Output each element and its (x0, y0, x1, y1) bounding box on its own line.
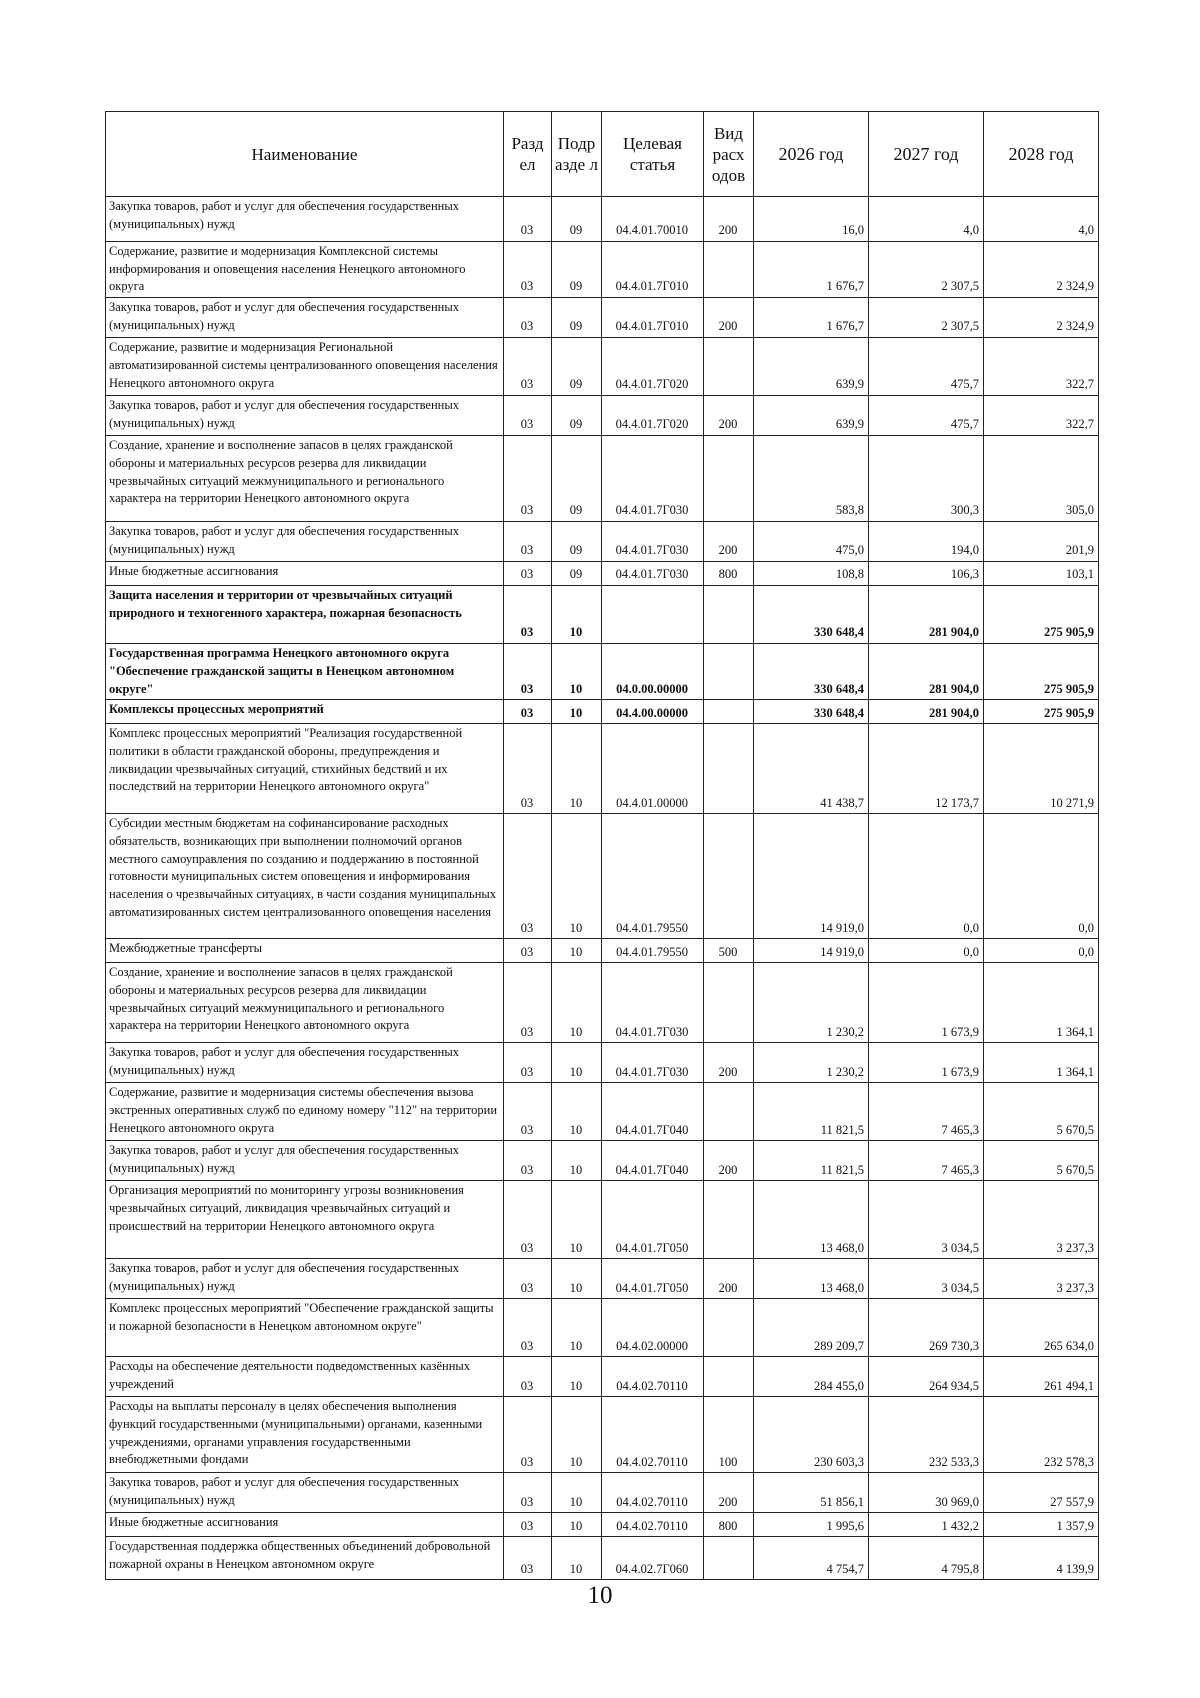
row-section: 03 (504, 1083, 552, 1141)
row-subsection: 09 (552, 338, 602, 396)
row-name: Создание, хранение и восполнение запасов в целях гражданской обороны и материальных ресурсов резерва для ликвидации чрезвычайных ситуаций межмуниципального и регионального характера на территории Ненецкого автономного округа (106, 436, 504, 522)
row-amount-2027: 0,0 (869, 814, 984, 939)
row-amount-2028: 10 271,9 (984, 724, 1099, 814)
row-expense-type: 200 (704, 1141, 754, 1181)
row-amount-2026: 13 468,0 (754, 1259, 869, 1299)
row-target-article: 04.4.01.7Г040 (602, 1083, 704, 1141)
row-amount-2026: 1 995,6 (754, 1513, 869, 1537)
row-name: Закупка товаров, работ и услуг для обеспечения государственных (муниципальных) нужд (106, 1259, 504, 1299)
row-section: 03 (504, 1299, 552, 1357)
row-section: 03 (504, 1043, 552, 1083)
row-name: Закупка товаров, работ и услуг для обеспечения государственных (муниципальных) нужд (106, 1141, 504, 1181)
row-amount-2026: 4 754,7 (754, 1537, 869, 1580)
row-amount-2026: 639,9 (754, 338, 869, 396)
row-section: 03 (504, 1357, 552, 1397)
row-target-article: 04.4.01.7Г020 (602, 338, 704, 396)
row-expense-type (704, 644, 754, 700)
row-amount-2026: 583,8 (754, 436, 869, 522)
row-amount-2028: 1 357,9 (984, 1513, 1099, 1537)
row-expense-type: 500 (704, 939, 754, 963)
table-row (106, 562, 1099, 586)
row-target-article: 04.4.01.7Г020 (602, 396, 704, 436)
row-target-article: 04.4.01.79550 (602, 939, 704, 963)
table-row (106, 1083, 1099, 1141)
row-subsection: 09 (552, 242, 602, 298)
row-amount-2028: 1 364,1 (984, 963, 1099, 1043)
row-subsection: 09 (552, 522, 602, 562)
table-row (106, 436, 1099, 522)
row-section: 03 (504, 644, 552, 700)
row-amount-2027: 106,3 (869, 562, 984, 586)
row-name: Закупка товаров, работ и услуг для обеспечения государственных (муниципальных) нужд (106, 1043, 504, 1083)
row-expense-type: 800 (704, 1513, 754, 1537)
row-section: 03 (504, 939, 552, 963)
header-expense-type: Вид расх одов (704, 112, 754, 197)
row-expense-type (704, 586, 754, 644)
row-amount-2028: 1 364,1 (984, 1043, 1099, 1083)
row-target-article: 04.4.02.70110 (602, 1513, 704, 1537)
row-amount-2026: 230 603,3 (754, 1397, 869, 1473)
row-amount-2028: 0,0 (984, 814, 1099, 939)
row-amount-2026: 13 468,0 (754, 1181, 869, 1259)
row-amount-2028: 27 557,9 (984, 1473, 1099, 1513)
row-target-article: 04.4.01.7Г030 (602, 522, 704, 562)
row-amount-2027: 0,0 (869, 939, 984, 963)
row-subsection: 09 (552, 436, 602, 522)
table-row (106, 1043, 1099, 1083)
row-section: 03 (504, 724, 552, 814)
row-expense-type (704, 700, 754, 724)
table-row (106, 1181, 1099, 1259)
row-amount-2026: 639,9 (754, 396, 869, 436)
row-section: 03 (504, 298, 552, 338)
row-amount-2028: 3 237,3 (984, 1259, 1099, 1299)
row-name: Расходы на выплаты персоналу в целях обеспечения выполнения функций государственными (муниципальными) органами, казенными учреждениями, органами управления государственными внебюджетными фондами (106, 1397, 504, 1473)
table-row (106, 396, 1099, 436)
row-amount-2026: 289 209,7 (754, 1299, 869, 1357)
header-name: Наименование (106, 112, 504, 197)
row-subsection: 10 (552, 586, 602, 644)
header-target-article: Целевая статья (602, 112, 704, 197)
table-row (106, 1141, 1099, 1181)
row-amount-2026: 1 676,7 (754, 242, 869, 298)
row-section: 03 (504, 522, 552, 562)
row-expense-type (704, 1357, 754, 1397)
row-amount-2027: 2 307,5 (869, 298, 984, 338)
table-row (106, 1537, 1099, 1580)
row-section: 03 (504, 1397, 552, 1473)
row-amount-2027: 300,3 (869, 436, 984, 522)
row-amount-2026: 51 856,1 (754, 1473, 869, 1513)
row-amount-2026: 330 648,4 (754, 700, 869, 724)
row-section: 03 (504, 963, 552, 1043)
row-target-article: 04.4.02.70110 (602, 1357, 704, 1397)
page-number: 10 (587, 1582, 613, 1609)
row-section: 03 (504, 814, 552, 939)
table-row (106, 644, 1099, 700)
row-section: 03 (504, 562, 552, 586)
row-target-article: 04.4.02.70110 (602, 1473, 704, 1513)
row-target-article: 04.4.01.00000 (602, 724, 704, 814)
row-section: 03 (504, 1181, 552, 1259)
row-amount-2028: 201,9 (984, 522, 1099, 562)
row-expense-type: 200 (704, 197, 754, 242)
row-amount-2028: 232 578,3 (984, 1397, 1099, 1473)
row-amount-2027: 281 904,0 (869, 644, 984, 700)
row-amount-2026: 330 648,4 (754, 586, 869, 644)
row-amount-2028: 5 670,5 (984, 1083, 1099, 1141)
table-row (106, 963, 1099, 1043)
row-expense-type (704, 436, 754, 522)
table-row (106, 586, 1099, 644)
row-target-article: 04.4.01.7Г010 (602, 242, 704, 298)
row-section: 03 (504, 242, 552, 298)
row-subsection: 10 (552, 1299, 602, 1357)
header-row (106, 112, 1099, 197)
row-subsection: 10 (552, 1181, 602, 1259)
row-target-article: 04.4.01.7Г050 (602, 1259, 704, 1299)
table-row (106, 197, 1099, 242)
row-section: 03 (504, 1537, 552, 1580)
row-subsection: 09 (552, 396, 602, 436)
row-name: Расходы на обеспечение деятельности подведомственных казённых учреждений (106, 1357, 504, 1397)
row-amount-2027: 1 432,2 (869, 1513, 984, 1537)
row-target-article: 04.4.02.70110 (602, 1397, 704, 1473)
row-amount-2027: 4,0 (869, 197, 984, 242)
row-expense-type: 200 (704, 1043, 754, 1083)
row-amount-2027: 12 173,7 (869, 724, 984, 814)
row-amount-2026: 11 821,5 (754, 1141, 869, 1181)
row-subsection: 10 (552, 1043, 602, 1083)
row-section: 03 (504, 338, 552, 396)
row-amount-2028: 2 324,9 (984, 242, 1099, 298)
row-name: Комплексы процессных мероприятий (106, 700, 504, 724)
row-target-article: 04.4.01.7Г040 (602, 1141, 704, 1181)
row-section: 03 (504, 1259, 552, 1299)
row-subsection: 10 (552, 963, 602, 1043)
row-amount-2026: 330 648,4 (754, 644, 869, 700)
row-target-article: 04.4.01.7Г050 (602, 1181, 704, 1259)
row-expense-type (704, 814, 754, 939)
row-subsection: 10 (552, 1259, 602, 1299)
row-amount-2027: 1 673,9 (869, 963, 984, 1043)
table-row (106, 1299, 1099, 1357)
row-expense-type (704, 242, 754, 298)
row-name: Закупка товаров, работ и услуг для обеспечения государственных (муниципальных) нужд (106, 1473, 504, 1513)
row-amount-2028: 261 494,1 (984, 1357, 1099, 1397)
row-subsection: 09 (552, 298, 602, 338)
row-amount-2028: 4 139,9 (984, 1537, 1099, 1580)
row-amount-2028: 275 905,9 (984, 586, 1099, 644)
row-target-article: 04.4.00.00000 (602, 700, 704, 724)
row-name: Закупка товаров, работ и услуг для обеспечения государственных (муниципальных) нужд (106, 522, 504, 562)
row-subsection: 09 (552, 197, 602, 242)
row-amount-2027: 3 034,5 (869, 1259, 984, 1299)
row-expense-type: 200 (704, 396, 754, 436)
header-year-2027: 2027 год (869, 112, 984, 197)
row-subsection: 10 (552, 1513, 602, 1537)
row-amount-2027: 232 533,3 (869, 1397, 984, 1473)
row-amount-2026: 14 919,0 (754, 814, 869, 939)
row-name: Межбюджетные трансферты (106, 939, 504, 963)
row-amount-2028: 322,7 (984, 338, 1099, 396)
row-section: 03 (504, 1141, 552, 1181)
row-name: Закупка товаров, работ и услуг для обеспечения государственных (муниципальных) нужд (106, 396, 504, 436)
row-name: Закупка товаров, работ и услуг для обеспечения государственных (муниципальных) нужд (106, 197, 504, 242)
row-subsection: 10 (552, 1537, 602, 1580)
row-target-article: 04.4.01.70010 (602, 197, 704, 242)
row-expense-type (704, 1181, 754, 1259)
row-amount-2028: 2 324,9 (984, 298, 1099, 338)
row-section: 03 (504, 1513, 552, 1537)
row-target-article: 04.4.01.7Г010 (602, 298, 704, 338)
table-row (106, 1473, 1099, 1513)
row-expense-type: 200 (704, 522, 754, 562)
row-subsection: 10 (552, 724, 602, 814)
table-row (106, 939, 1099, 963)
row-amount-2027: 194,0 (869, 522, 984, 562)
row-expense-type (704, 963, 754, 1043)
row-target-article: 04.4.01.7Г030 (602, 1043, 704, 1083)
row-target-article: 04.4.02.7Г060 (602, 1537, 704, 1580)
row-amount-2027: 4 795,8 (869, 1537, 984, 1580)
row-amount-2027: 7 465,3 (869, 1083, 984, 1141)
row-subsection: 10 (552, 1141, 602, 1181)
row-amount-2027: 30 969,0 (869, 1473, 984, 1513)
table-body (106, 197, 1099, 1580)
row-name: Комплекс процессных мероприятий "Обеспечение гражданской защиты и пожарной безопасности в Ненецком автономном округе" (106, 1299, 504, 1357)
row-subsection: 09 (552, 562, 602, 586)
row-section: 03 (504, 197, 552, 242)
row-amount-2027: 3 034,5 (869, 1181, 984, 1259)
row-name: Закупка товаров, работ и услуг для обеспечения государственных (муниципальных) нужд (106, 298, 504, 338)
table-header (106, 112, 1099, 197)
row-amount-2028: 0,0 (984, 939, 1099, 963)
row-subsection: 10 (552, 700, 602, 724)
row-amount-2028: 103,1 (984, 562, 1099, 586)
row-amount-2026: 41 438,7 (754, 724, 869, 814)
row-name: Содержание, развитие и модернизация Региональной автоматизированной системы централизованного оповещения населения Ненецкого автономного округа (106, 338, 504, 396)
row-name: Государственная поддержка общественных объединений добровольной пожарной охраны в Ненецком автономном округе (106, 1537, 504, 1580)
row-amount-2027: 475,7 (869, 396, 984, 436)
table-row (106, 1259, 1099, 1299)
table-row (106, 338, 1099, 396)
row-amount-2027: 269 730,3 (869, 1299, 984, 1357)
row-amount-2026: 1 676,7 (754, 298, 869, 338)
row-target-article (602, 586, 704, 644)
row-expense-type: 100 (704, 1397, 754, 1473)
row-amount-2028: 5 670,5 (984, 1141, 1099, 1181)
row-name: Иные бюджетные ассигнования (106, 562, 504, 586)
row-subsection: 10 (552, 644, 602, 700)
row-expense-type (704, 338, 754, 396)
row-amount-2026: 1 230,2 (754, 1043, 869, 1083)
row-name: Комплекс процессных мероприятий "Реализация государственной политики в области гражданской обороны, предупреждения и ликвидации чрезвычайных ситуаций, стихийных бедствий и их последствий на территории Ненецкого автономного округа" (106, 724, 504, 814)
row-section: 03 (504, 436, 552, 522)
row-name: Создание, хранение и восполнение запасов в целях гражданской обороны и материальных ресурсов резерва для ликвидации чрезвычайных ситуаций межмуниципального и регионального характера на территории Ненецкого автономного округа (106, 963, 504, 1043)
row-amount-2026: 284 455,0 (754, 1357, 869, 1397)
row-amount-2026: 14 919,0 (754, 939, 869, 963)
row-amount-2027: 281 904,0 (869, 700, 984, 724)
header-subsection: Подр азде л (552, 112, 602, 197)
table-row (106, 522, 1099, 562)
table-row (106, 814, 1099, 939)
row-amount-2028: 4,0 (984, 197, 1099, 242)
row-expense-type (704, 1299, 754, 1357)
row-expense-type (704, 1537, 754, 1580)
row-amount-2028: 265 634,0 (984, 1299, 1099, 1357)
row-subsection: 10 (552, 1473, 602, 1513)
row-target-article: 04.4.01.7Г030 (602, 963, 704, 1043)
row-amount-2026: 16,0 (754, 197, 869, 242)
table-row (106, 1397, 1099, 1473)
row-amount-2028: 322,7 (984, 396, 1099, 436)
row-amount-2028: 275 905,9 (984, 700, 1099, 724)
row-subsection: 10 (552, 939, 602, 963)
row-amount-2027: 7 465,3 (869, 1141, 984, 1181)
row-name: Иные бюджетные ассигнования (106, 1513, 504, 1537)
row-target-article: 04.4.01.79550 (602, 814, 704, 939)
row-amount-2026: 1 230,2 (754, 963, 869, 1043)
row-amount-2027: 281 904,0 (869, 586, 984, 644)
row-amount-2027: 264 934,5 (869, 1357, 984, 1397)
row-amount-2028: 305,0 (984, 436, 1099, 522)
row-subsection: 10 (552, 814, 602, 939)
row-target-article: 04.4.01.7Г030 (602, 436, 704, 522)
row-amount-2026: 475,0 (754, 522, 869, 562)
row-amount-2027: 475,7 (869, 338, 984, 396)
table-row (106, 1513, 1099, 1537)
row-expense-type: 200 (704, 298, 754, 338)
header-year-2026: 2026 год (754, 112, 869, 197)
row-name: Государственная программа Ненецкого автономного округа "Обеспечение гражданской защиты в Ненецком автономном округе" (106, 644, 504, 700)
table-row (106, 298, 1099, 338)
row-name: Содержание, развитие и модернизация Комплексной системы информирования и оповещения населения Ненецкого автономного округа (106, 242, 504, 298)
table-row (106, 1357, 1099, 1397)
row-section: 03 (504, 700, 552, 724)
row-section: 03 (504, 1473, 552, 1513)
row-subsection: 10 (552, 1397, 602, 1473)
budget-table (105, 111, 1099, 1580)
row-section: 03 (504, 396, 552, 436)
row-expense-type: 200 (704, 1473, 754, 1513)
row-amount-2027: 1 673,9 (869, 1043, 984, 1083)
row-name: Содержание, развитие и модернизация системы обеспечения вызова экстренных оперативных служб по единому номеру "112" на территории Ненецкого автономного округа (106, 1083, 504, 1141)
row-subsection: 10 (552, 1357, 602, 1397)
row-subsection: 10 (552, 1083, 602, 1141)
row-name: Организация мероприятий по мониторингу угрозы возникновения чрезвычайных ситуаций, ликвидация чрезвычайных ситуаций и происшествий на территории Ненецкого автономного округа (106, 1181, 504, 1259)
table-row (106, 724, 1099, 814)
row-target-article: 04.4.01.7Г030 (602, 562, 704, 586)
row-target-article: 04.4.02.00000 (602, 1299, 704, 1357)
row-expense-type: 200 (704, 1259, 754, 1299)
table-row (106, 242, 1099, 298)
row-name: Субсидии местным бюджетам на софинансирование расходных обязательств, возникающих при выполнении полномочий органов местного самоуправления по созданию и поддержанию в постоянной готовности муниципальных систем оповещения и информирования населения о чрезвычайных ситуациях, в части создания муниципальных автоматизированных систем централизованного оповещения населения (106, 814, 504, 939)
row-name: Защита населения и территории от чрезвычайных ситуаций природного и техногенного характера, пожарная безопасность (106, 586, 504, 644)
header-section: Разд ел (504, 112, 552, 197)
header-year-2028: 2028 год (984, 112, 1099, 197)
row-expense-type: 800 (704, 562, 754, 586)
row-amount-2028: 3 237,3 (984, 1181, 1099, 1259)
row-amount-2026: 108,8 (754, 562, 869, 586)
row-target-article: 04.0.00.00000 (602, 644, 704, 700)
row-expense-type (704, 1083, 754, 1141)
row-amount-2027: 2 307,5 (869, 242, 984, 298)
row-expense-type (704, 724, 754, 814)
row-amount-2028: 275 905,9 (984, 644, 1099, 700)
table-row (106, 700, 1099, 724)
row-section: 03 (504, 586, 552, 644)
row-amount-2026: 11 821,5 (754, 1083, 869, 1141)
